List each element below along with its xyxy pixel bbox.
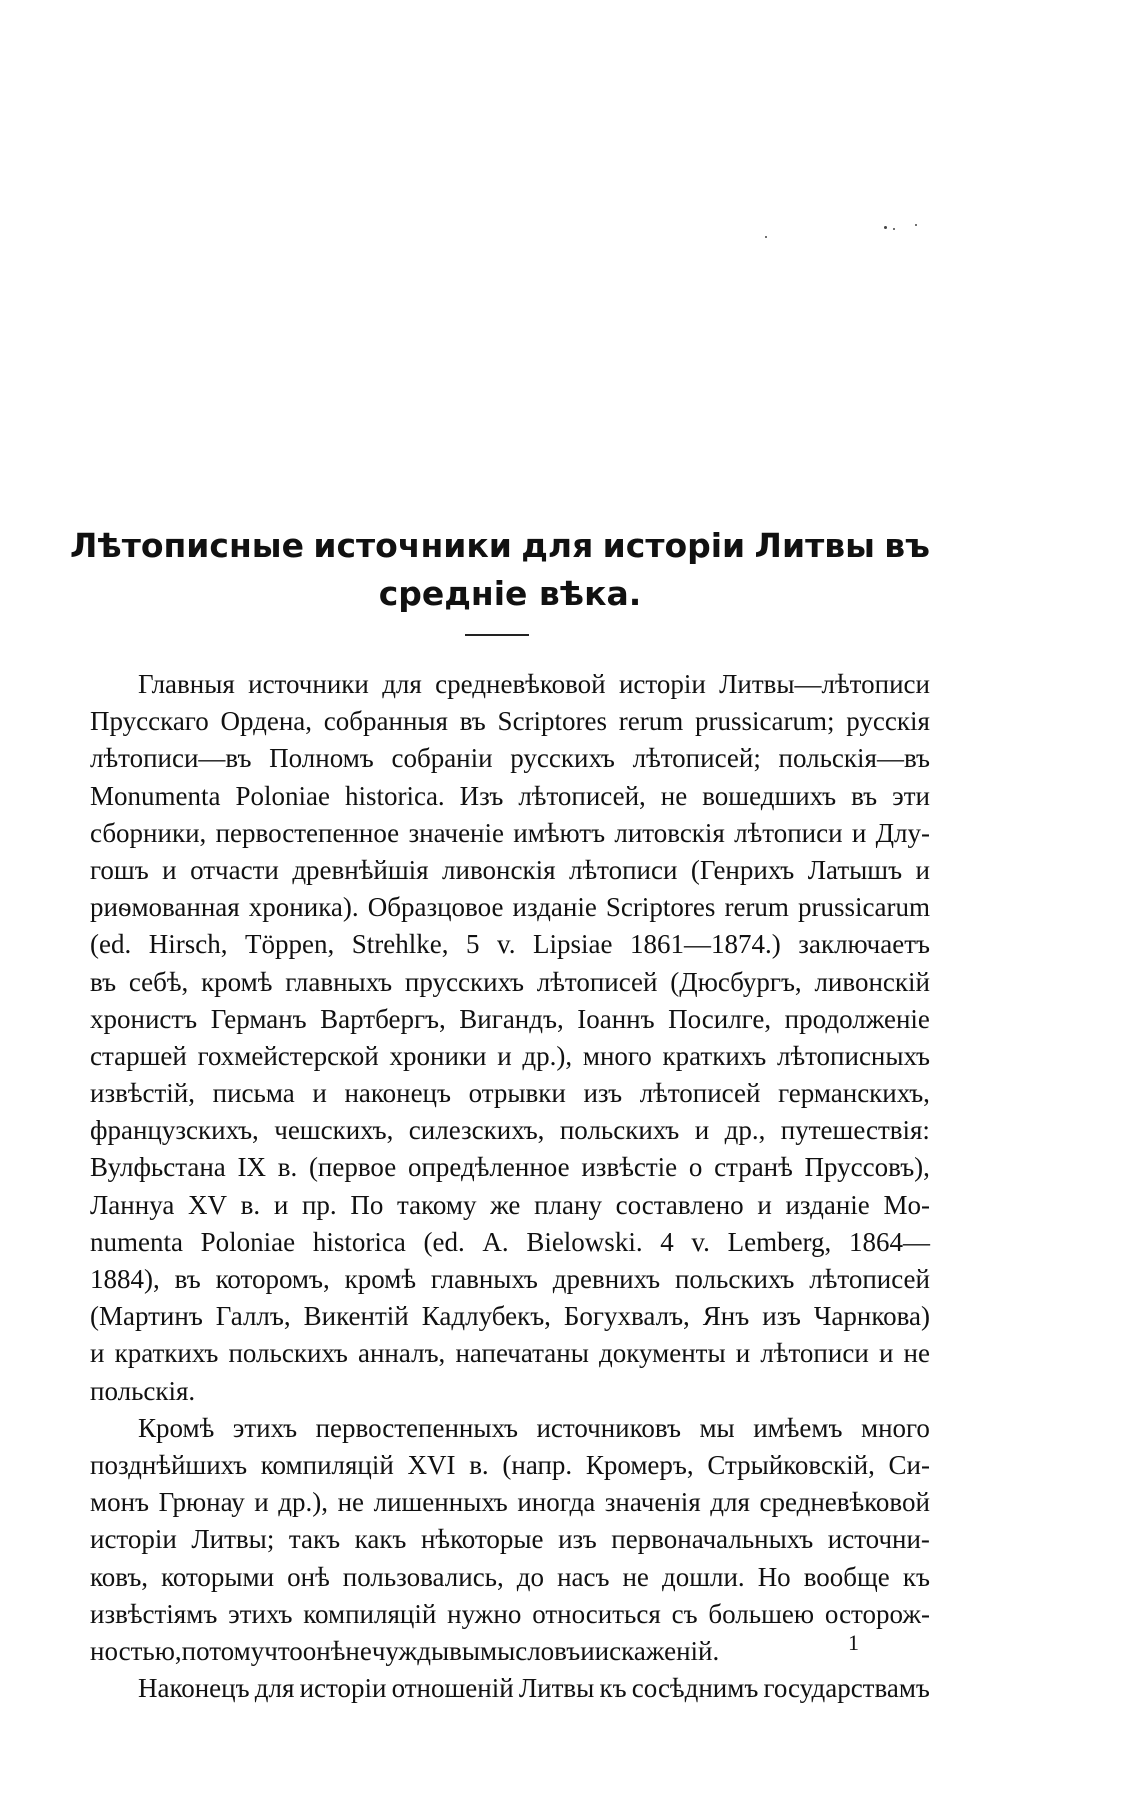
text-line: Кромѣ этихъ первостепенныхъ источниковъ мы имѣемъ много — [138, 1412, 930, 1443]
text-line: польскія. — [90, 1375, 196, 1406]
text-line: исторіи Литвы; такъ какъ нѣкоторые изъ первоначальныхъ источни- — [90, 1524, 930, 1555]
text-line: Вулфьстана IX в. (первое опредѣленное извѣстіе о странѣ Пруссовъ), — [90, 1152, 930, 1183]
scan-speck — [765, 236, 767, 238]
text-line: риѳмованная хроника). Образцовое изданіе Scriptores rerum prussicarum — [90, 892, 930, 923]
text-line: сборники, первостепенное значеніе имѣютъ литовскія лѣтописи и Длу- — [90, 817, 930, 848]
text-line: позднѣйшихъ компиляцій XVI в. (напр. Кромеръ, Стрыйковскій, Си- — [90, 1449, 930, 1480]
text-line: монъ Грюнау и др.), не лишенныхъ иногда значенія для средневѣковой — [90, 1487, 930, 1518]
text-line: гошъ и отчасти древнѣйшія ливонскія лѣтописи (Генрихъ Латышъ и — [90, 854, 930, 885]
text-line: старшей гохмейстерской хроники и др.), много краткихъ лѣтописныхъ — [90, 1040, 930, 1071]
text-line: ностью, потому что онѣ не чужды вымысловъ и искаженій. — [90, 1635, 720, 1666]
title-word: Литвы — [754, 526, 875, 565]
title-word: для — [521, 526, 594, 565]
text-line: извѣстій, письма и наконецъ отрывки изъ лѣтописей германскихъ, — [90, 1078, 930, 1109]
text-line: Ланнуа XV в. и пр. По такому же плану составлено и изданіе Mo- — [90, 1189, 930, 1220]
text-line: французскихъ, чешскихъ, силезскихъ, польскихъ и др., путешествія: — [90, 1115, 930, 1146]
text-line: Прусскаго Ордена, собранныя въ Scriptores rerum prussicarum; русскія — [90, 706, 930, 737]
scan-speck — [893, 228, 895, 230]
text-line: лѣтописи—въ Полномъ собраніи русскихъ лѣтописей; польскія—въ — [90, 743, 930, 774]
text-line: Главныя источники для средневѣковой исторіи Литвы—лѣтописи — [138, 669, 930, 699]
title-word: источники — [313, 526, 512, 565]
scan-speck — [915, 224, 917, 226]
text-line: (Мартинъ Галлъ, Викентій Кадлубекъ, Богухвалъ, Янъ изъ Чарнкова) — [90, 1301, 930, 1332]
page-number: 1 — [848, 1630, 859, 1655]
text-line: въ себѣ, кромѣ главныхъ прусскихъ лѣтописей (Дюсбургъ, ливонскій — [90, 966, 930, 997]
title-divider-rule — [465, 634, 529, 636]
body-text — [90, 666, 930, 1707]
text-line: извѣстіямъ этихъ компиляцій нужно относиться съ большею осторож- — [90, 1598, 930, 1629]
text-line: Наконецъ для исторіи отношеній Литвы къ сосѣднимъ государствамъ — [138, 1673, 930, 1704]
paragraph — [90, 1670, 930, 1707]
chapter-title — [70, 522, 930, 618]
text-line: хронистъ Германъ Вартбергъ, Вигандъ, Іоаннъ Посилге, продолженіе — [90, 1003, 930, 1034]
text-line: ковъ, которыми онѣ пользовались, до насъ не дошли. Но вообще къ — [90, 1561, 930, 1592]
paragraph — [90, 1410, 930, 1670]
text-line: 1884), въ которомъ, кромѣ главныхъ древнихъ польскихъ лѣтописей — [90, 1264, 930, 1294]
title-word: исторіи — [602, 526, 746, 565]
title-word: Лѣтописные — [70, 526, 304, 565]
text-line: и краткихъ польскихъ анналъ, напечатаны документы и лѣтописи и не — [90, 1338, 930, 1369]
text-line: (ed. Hirsch, Töppen, Strehlke, 5 v. Lipsiae 1861—1874.) заключаетъ — [90, 929, 930, 960]
chapter-title-line-1 — [70, 522, 930, 570]
paragraph — [90, 666, 930, 1410]
scan-speck — [884, 226, 887, 229]
title-word: въ — [884, 526, 930, 565]
chapter-title-line-2: средніе вѣка. — [378, 574, 642, 613]
text-line: numenta Poloniae historica (ed. A. Bielowski. 4 v. Lemberg, 1864— — [90, 1226, 930, 1257]
text-line: Monumenta Poloniae historica. Изъ лѣтописей, не вошедшихъ въ эти — [90, 780, 930, 811]
